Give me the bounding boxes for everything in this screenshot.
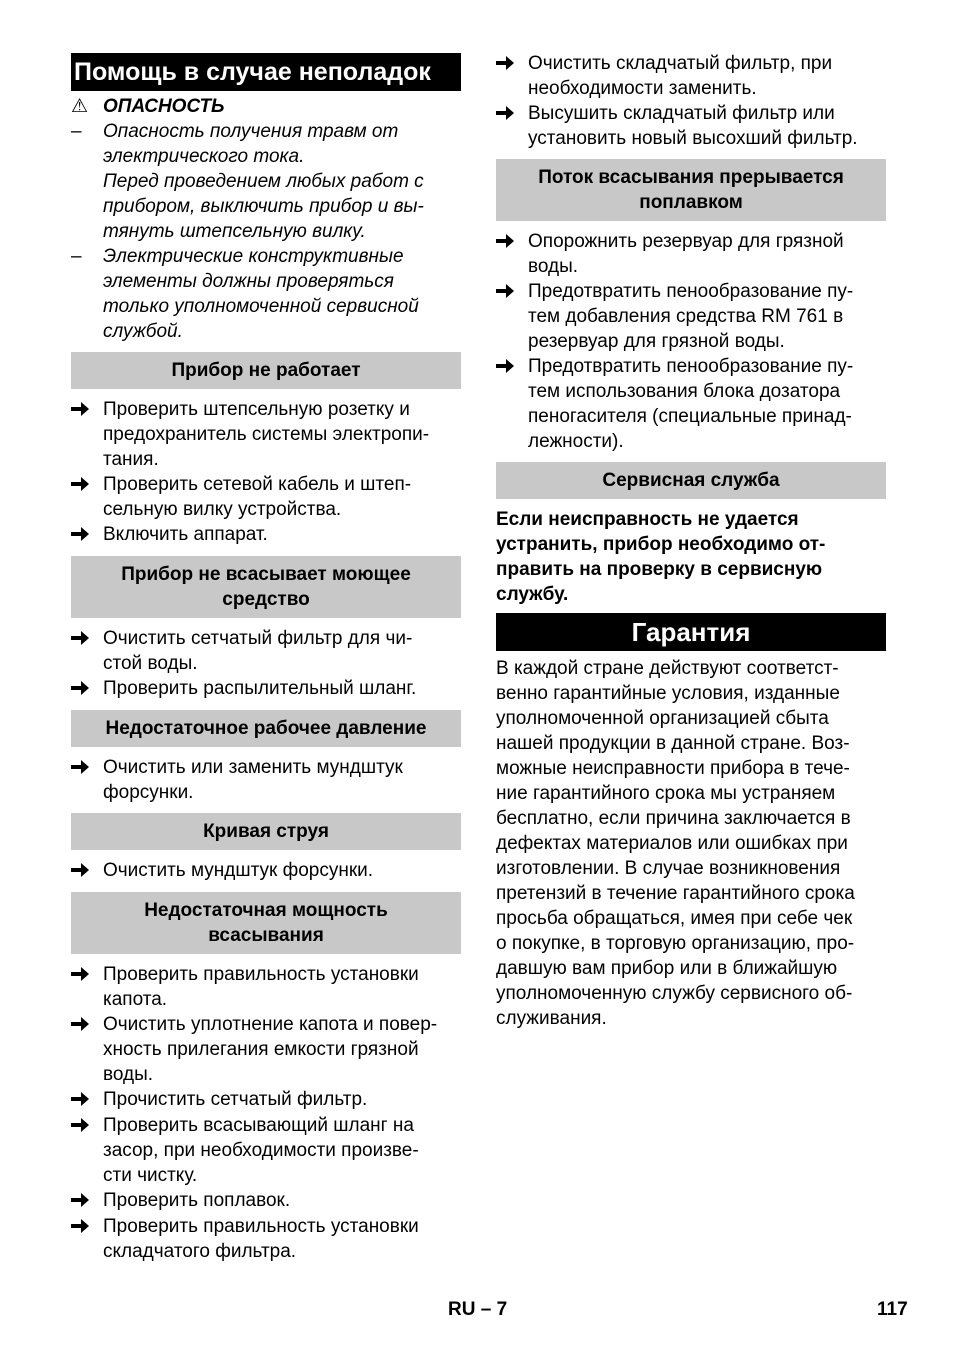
arrow-icon bbox=[71, 522, 103, 548]
danger-item-text bbox=[103, 119, 424, 244]
left-column bbox=[71, 53, 461, 1264]
section-heading bbox=[71, 892, 461, 954]
text-line: Очистить или заменить мундштук bbox=[103, 757, 403, 778]
text-line: необходимости заменить. bbox=[528, 78, 757, 99]
list-item bbox=[71, 1188, 461, 1214]
right-sections bbox=[496, 159, 886, 499]
text-line: Прибор не всасывает моющее bbox=[121, 564, 411, 585]
text-line: складчатого фильтра. bbox=[103, 1241, 297, 1262]
text-line: Опасность получения травм от bbox=[103, 121, 399, 142]
text-line: о покупке, в торговую организацию, про- bbox=[496, 933, 855, 954]
arrow-icon bbox=[71, 1118, 89, 1132]
text-line: тянуть штепсельную вилку. bbox=[103, 221, 366, 242]
section-heading bbox=[496, 159, 886, 221]
text-line: резервуар для грязной воды. bbox=[528, 331, 785, 352]
footer-section-label: RU – 7 bbox=[448, 1299, 508, 1320]
text-line: править на проверку в сервисную bbox=[496, 559, 823, 580]
text-line: Очистить сетчатый фильтр для чи- bbox=[103, 628, 413, 649]
text-line: В каждой стране действуют соответст- bbox=[496, 658, 839, 679]
text-line: просьба обращаться, имея при себе чек bbox=[496, 908, 853, 929]
text-line: ние гарантийного срока мы устраняем bbox=[496, 783, 836, 804]
list-item bbox=[71, 1012, 461, 1087]
list-item bbox=[71, 1214, 461, 1264]
list-item bbox=[496, 101, 886, 151]
list-item bbox=[71, 1087, 461, 1113]
list-item-text bbox=[103, 1214, 419, 1264]
text-line: Включить аппарат. bbox=[103, 524, 268, 545]
text-line: средство bbox=[222, 589, 310, 610]
service-paragraph bbox=[496, 507, 886, 607]
right-top-list bbox=[496, 51, 886, 151]
section-heading bbox=[71, 556, 461, 618]
footer-page-number: 117 bbox=[877, 1299, 908, 1320]
arrow-icon bbox=[71, 1193, 89, 1207]
list-item bbox=[496, 279, 886, 354]
list-item bbox=[71, 472, 461, 522]
list-item bbox=[71, 397, 461, 472]
list-item-text bbox=[103, 397, 429, 472]
text-line: Очистить уплотнение капота и повер- bbox=[103, 1014, 438, 1035]
danger-label: ⚠ ОПАСНОСТЬ bbox=[71, 96, 225, 117]
danger-item bbox=[71, 119, 461, 244]
arrow-icon bbox=[496, 106, 514, 120]
arrow-icon bbox=[71, 631, 89, 645]
dash-marker: – bbox=[71, 121, 82, 142]
arrow-icon bbox=[71, 681, 89, 695]
text-line: сельную вилку устройства. bbox=[103, 499, 342, 520]
arrow-icon bbox=[496, 284, 514, 298]
text-line: Предотвратить пенообразование пу- bbox=[528, 281, 854, 302]
section-heading bbox=[71, 710, 461, 747]
arrow-icon bbox=[71, 1188, 103, 1214]
section-heading bbox=[71, 813, 461, 850]
arrow-icon bbox=[71, 1214, 103, 1264]
arrow-icon bbox=[496, 359, 514, 373]
list-item-text bbox=[103, 1188, 290, 1214]
list-item bbox=[496, 354, 886, 454]
list-item-text bbox=[103, 755, 403, 805]
text-line: уполномоченную службу сервисного об- bbox=[496, 983, 853, 1004]
list-item bbox=[71, 522, 461, 548]
text-line: Проверить сетевой кабель и штеп- bbox=[103, 474, 412, 495]
text-line: Высушить складчатый фильтр или bbox=[528, 103, 835, 124]
text-line: пеногасителя (специальные принад- bbox=[528, 406, 852, 427]
arrow-icon bbox=[71, 962, 103, 1012]
arrow-icon bbox=[71, 402, 89, 416]
text-line: Очистить складчатый фильтр, при bbox=[528, 53, 833, 74]
text-line: воды. bbox=[528, 256, 579, 277]
list-item bbox=[496, 51, 886, 101]
text-line: Проверить правильность установки bbox=[103, 964, 419, 985]
arrow-icon bbox=[71, 1087, 103, 1113]
list-item-text bbox=[103, 676, 416, 702]
text-line: Опорожнить резервуар для грязной bbox=[528, 231, 844, 252]
text-line: служивания. bbox=[496, 1008, 607, 1029]
text-line: службу. bbox=[496, 584, 569, 605]
danger-item-text bbox=[103, 244, 419, 344]
arrow-icon bbox=[71, 967, 89, 981]
text-line: капота. bbox=[103, 989, 168, 1010]
arrow-icon bbox=[71, 527, 89, 541]
text-line: Кривая струя bbox=[203, 821, 329, 842]
text-line: Предотвратить пенообразование пу- bbox=[528, 356, 854, 377]
text-line: воды. bbox=[103, 1064, 154, 1085]
warranty-paragraph bbox=[496, 656, 886, 1031]
text-line: Проверить штепсельную розетку и bbox=[103, 399, 410, 420]
text-line: Недостаточная мощность bbox=[144, 900, 388, 921]
arrow-icon bbox=[71, 1219, 89, 1233]
list-item-text bbox=[103, 858, 373, 884]
arrow-icon bbox=[496, 234, 514, 248]
dash-marker: – bbox=[71, 246, 82, 267]
text-line: давшую вам прибор или в ближайшую bbox=[496, 958, 838, 979]
list-item-text bbox=[103, 626, 412, 676]
text-line: тем использования блока дозатора bbox=[528, 381, 841, 402]
text-line: бесплатно, если причина заключается в bbox=[496, 808, 851, 829]
arrow-icon bbox=[71, 1012, 103, 1087]
list-item-text bbox=[528, 101, 858, 151]
text-line: предохранитель системы электропи- bbox=[103, 424, 430, 445]
list-item-text bbox=[528, 279, 853, 354]
arrow-icon bbox=[496, 101, 528, 151]
section-heading bbox=[496, 462, 886, 499]
list-item-text bbox=[103, 1113, 419, 1188]
text-line: службой. bbox=[103, 321, 183, 342]
text-line: Если неисправность не удается bbox=[496, 509, 799, 530]
text-line: Перед проведением любых работ с bbox=[103, 171, 424, 192]
arrow-icon bbox=[71, 472, 103, 522]
arrow-icon bbox=[71, 755, 103, 805]
arrow-icon bbox=[71, 858, 103, 884]
list-item-text bbox=[103, 472, 411, 522]
troubleshooting-title: Помощь в случае неполадок bbox=[71, 53, 461, 91]
list-item-text bbox=[103, 1012, 437, 1087]
text-line: Недостаточное рабочее давление bbox=[105, 718, 427, 739]
list-item-text bbox=[103, 522, 268, 548]
right-column bbox=[496, 51, 886, 1031]
text-line: претензий в течение гарантийного срока bbox=[496, 883, 855, 904]
text-line: только уполномоченной сервисной bbox=[103, 296, 419, 317]
text-line: уполномоченной организацией сбыта bbox=[496, 708, 829, 729]
arrow-icon bbox=[71, 1092, 89, 1106]
arrow-icon bbox=[71, 626, 103, 676]
text-line: лежности). bbox=[528, 431, 624, 452]
text-line: можные неисправности прибора в тече- bbox=[496, 758, 850, 779]
text-line: электрического тока. bbox=[103, 146, 305, 167]
arrow-icon bbox=[496, 56, 514, 70]
list-item-text bbox=[528, 354, 853, 454]
list-item-text bbox=[528, 51, 832, 101]
list-item-text bbox=[103, 1087, 367, 1113]
arrow-icon bbox=[496, 51, 528, 101]
text-line: сти чистку. bbox=[103, 1165, 198, 1186]
arrow-icon bbox=[71, 1113, 103, 1188]
arrow-icon bbox=[496, 354, 528, 454]
warranty-title: Гарантия bbox=[496, 613, 886, 651]
danger-item bbox=[71, 244, 461, 344]
text-line: Прибор не работает bbox=[171, 360, 361, 381]
list-item-text bbox=[103, 962, 419, 1012]
text-line: нашей продукции в данной стране. Воз- bbox=[496, 733, 850, 754]
text-line: стой воды. bbox=[103, 653, 198, 674]
text-line: засор, при необходимости произве- bbox=[103, 1140, 419, 1161]
warning-icon: ⚠ bbox=[71, 96, 89, 117]
text-line: Проверить поплавок. bbox=[103, 1190, 291, 1211]
list-item bbox=[496, 229, 886, 279]
danger-list bbox=[71, 119, 461, 344]
arrow-icon bbox=[71, 1017, 89, 1031]
arrow-icon bbox=[71, 397, 103, 472]
text-line: тания. bbox=[103, 449, 159, 470]
left-sections bbox=[71, 352, 461, 1264]
text-line: устранить, прибор необходимо от- bbox=[496, 534, 826, 555]
text-line: установить новый высохший фильтр. bbox=[528, 128, 858, 149]
arrow-icon bbox=[71, 863, 89, 877]
list-item bbox=[71, 1113, 461, 1188]
list-item bbox=[71, 755, 461, 805]
text-line: дефектах материалов или ошибках при bbox=[496, 833, 848, 854]
arrow-icon bbox=[496, 279, 528, 354]
arrow-icon bbox=[71, 676, 103, 702]
text-line: Сервисная служба bbox=[602, 470, 780, 491]
text-line: хность прилегания емкости грязной bbox=[103, 1039, 419, 1060]
text-line: Электрические конструктивные bbox=[103, 246, 404, 267]
text-line: Проверить правильность установки bbox=[103, 1216, 419, 1237]
list-item bbox=[71, 858, 461, 884]
list-item bbox=[71, 962, 461, 1012]
text-line: Проверить распылительный шланг. bbox=[103, 678, 417, 699]
text-line: прибором, выключить прибор и вы- bbox=[103, 196, 424, 217]
list-item bbox=[71, 626, 461, 676]
text-line: форсунки. bbox=[103, 782, 194, 803]
text-line: всасывания bbox=[208, 925, 324, 946]
text-line: венно гарантийные условия, изданные bbox=[496, 683, 840, 704]
text-line: Поток всасывания прерывается bbox=[538, 167, 844, 188]
text-line: Очистить мундштук форсунки. bbox=[103, 860, 374, 881]
list-item bbox=[71, 676, 461, 702]
list-item-text bbox=[528, 229, 844, 279]
text-line: поплавком bbox=[639, 192, 743, 213]
section-heading bbox=[71, 352, 461, 389]
text-line: Проверить всасывающий шланг на bbox=[103, 1115, 414, 1136]
text-line: Прочистить сетчатый фильтр. bbox=[103, 1089, 368, 1110]
text-line: изготовлении. В случае возникновения bbox=[496, 858, 841, 879]
arrow-icon bbox=[496, 229, 528, 279]
arrow-icon bbox=[71, 477, 89, 491]
arrow-icon bbox=[71, 760, 89, 774]
text-line: элементы должны проверяться bbox=[103, 271, 394, 292]
text-line: тем добавления средства RM 761 в bbox=[528, 306, 844, 327]
